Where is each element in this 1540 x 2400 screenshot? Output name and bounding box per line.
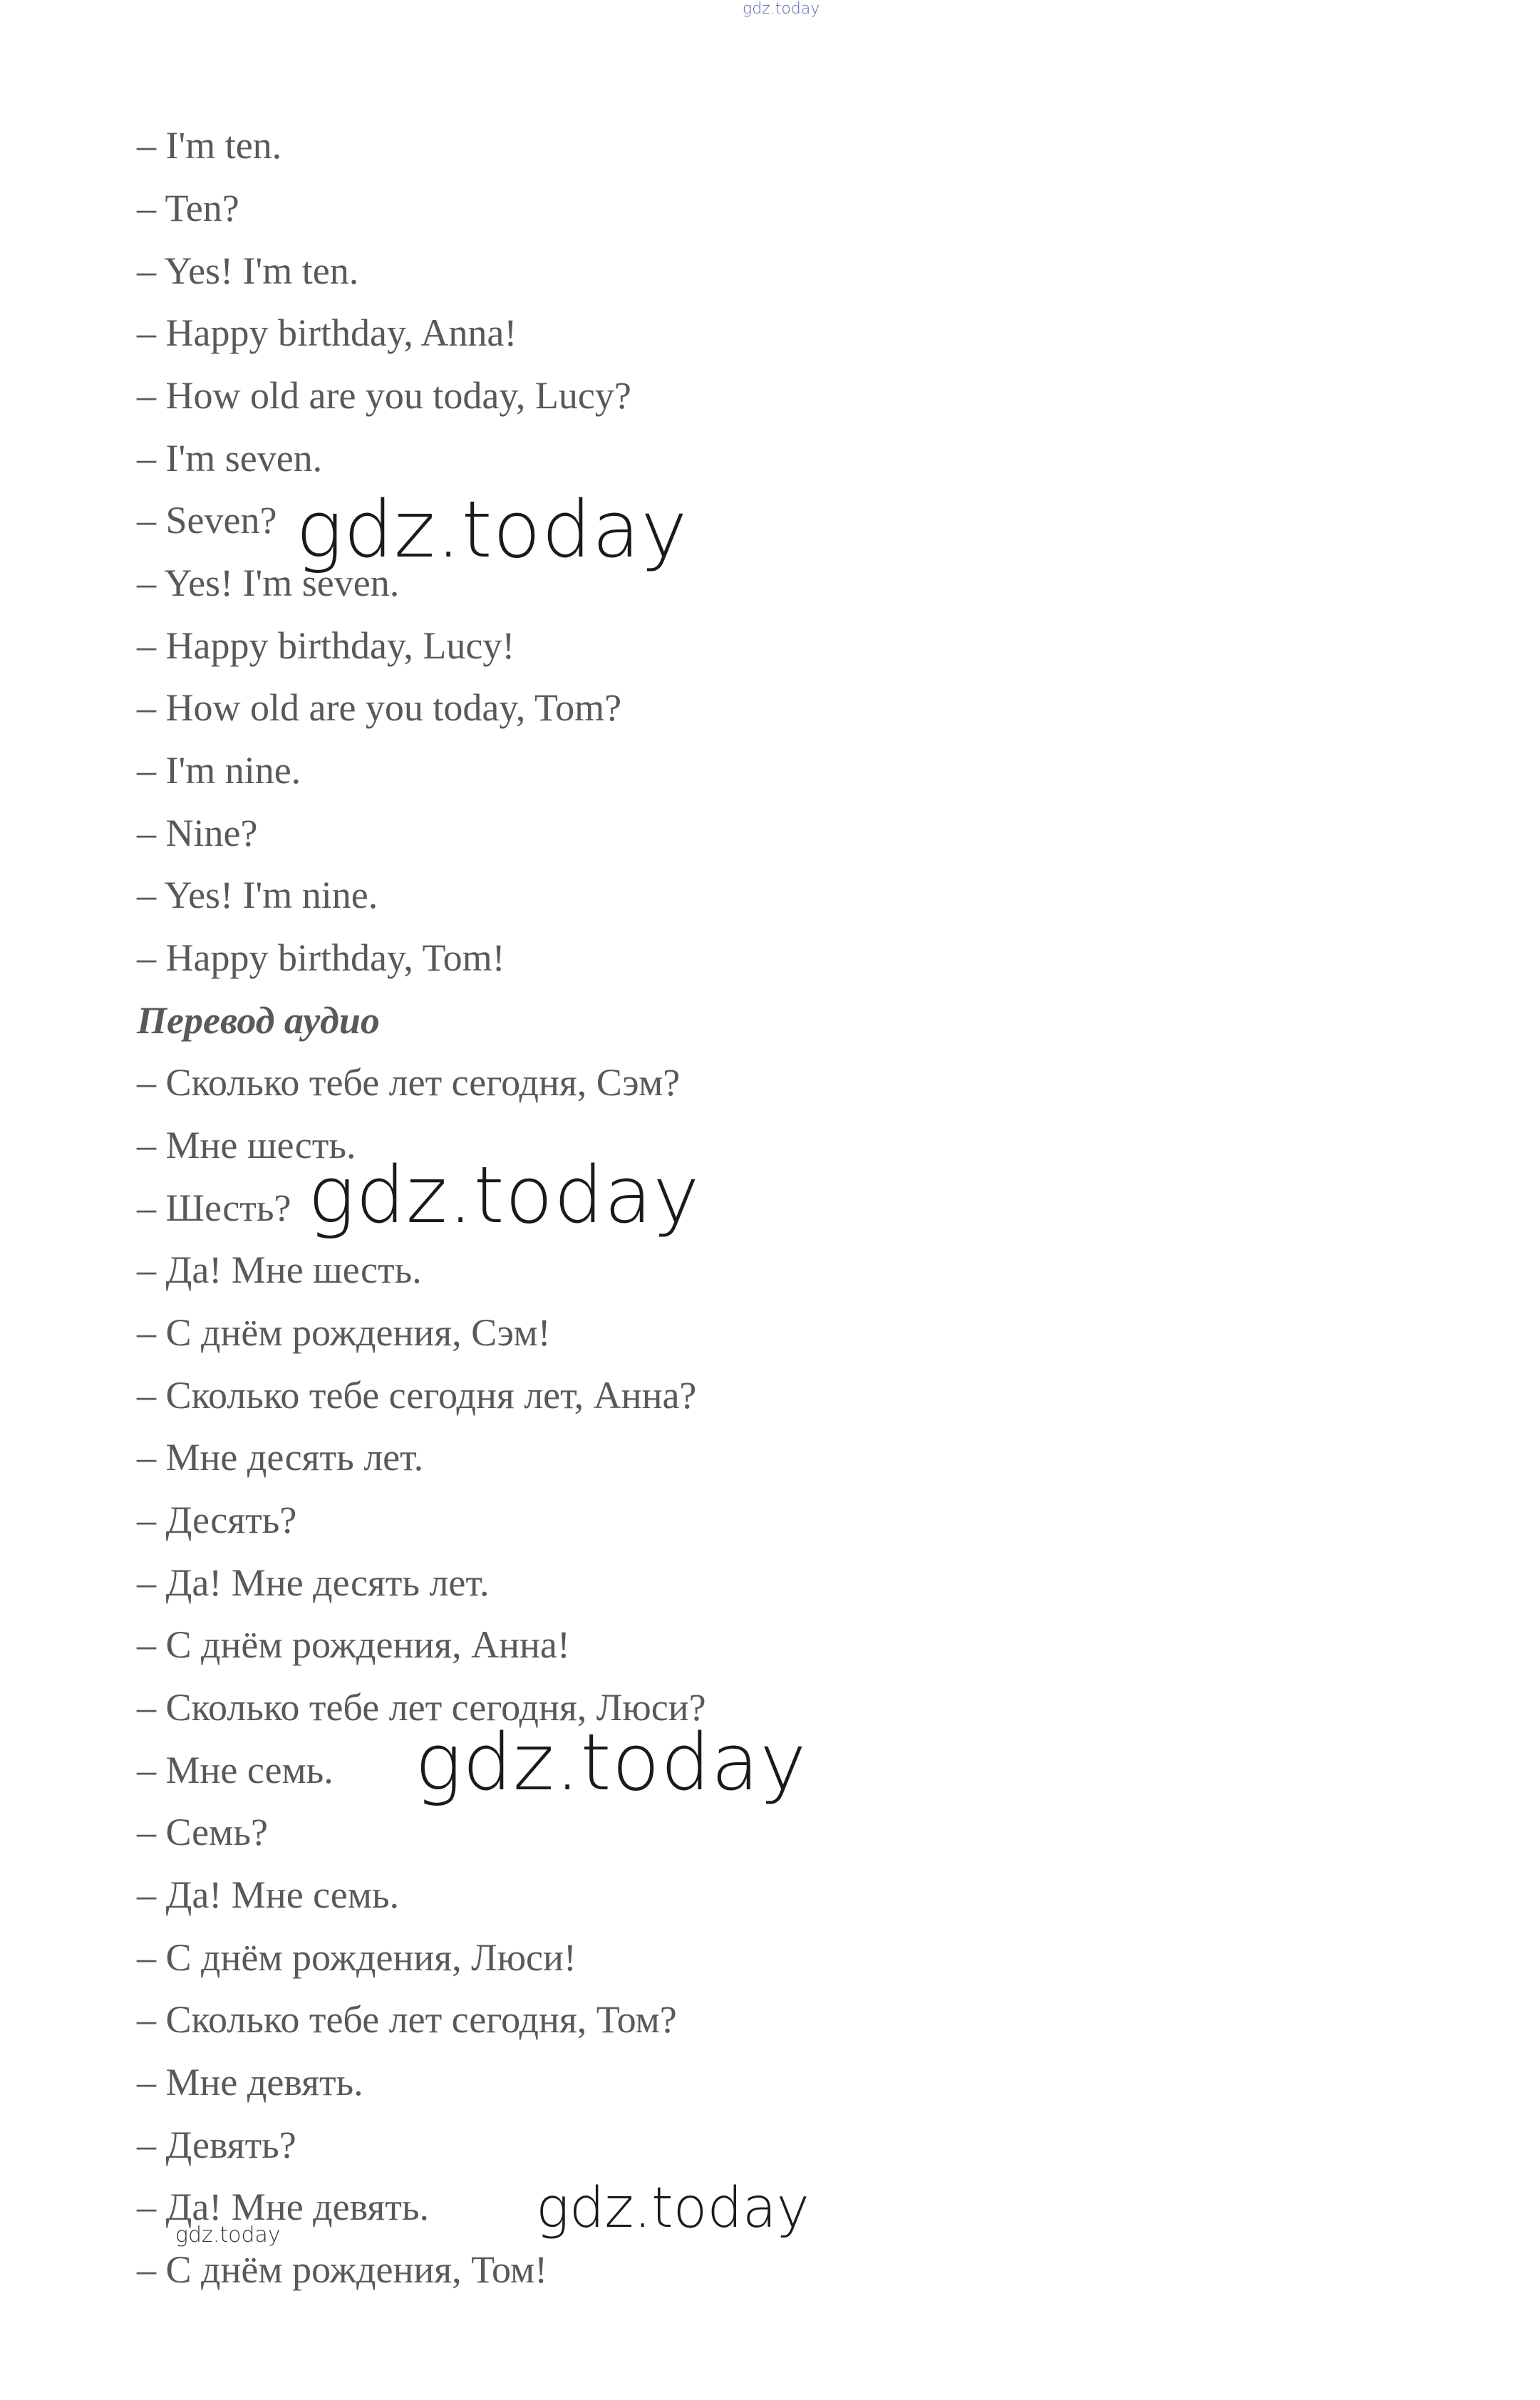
dialogue-line-en: – I'm nine. [137,749,301,792]
dialogue-line-en: – Yes! I'm ten. [137,249,359,292]
dialogue-line-ru: – Сколько тебе лет сегодня, Том? [137,1998,677,2041]
watermark: gdz.today [415,1717,807,1808]
watermark: gdz.today [308,1149,701,1241]
dialogue-line-en: – I'm ten. [137,124,282,167]
watermark: gdz.today [175,2223,281,2248]
dialogue-line-en: – Happy birthday, Lucy! [137,624,515,667]
dialogue-line-ru: – Сколько тебе сегодня лет, Анна? [137,1374,697,1417]
dialogue-line-en: – Happy birthday, Tom! [137,936,505,979]
watermark: gdz.today [296,484,688,575]
top-watermark: gdz.today [743,0,820,18]
dialogue-line-ru: – Мне семь. [137,1749,334,1791]
dialogue-line-en: – I'm seven. [137,437,323,480]
dialogue-line-ru: – Шесть? [137,1186,291,1229]
dialogue-line-ru: – Семь? [137,1811,268,1853]
dialogue-line-en: – Yes! I'm nine. [137,874,378,916]
dialogue-line-en: – How old are you today, Tom? [137,686,622,729]
dialogue-line-ru: – Да! Мне девять. [137,2186,429,2228]
dialogue-line-ru: – С днём рождения, Люси! [137,1936,577,1979]
dialogue-line-ru: – Десять? [137,1499,297,1541]
dialogue-line-ru: – Да! Мне шесть. [137,1248,422,1291]
dialogue-line-ru: – С днём рождения, Том! [137,2248,548,2291]
dialogue-line-en: – How old are you today, Lucy? [137,374,631,417]
watermark: gdz.today [536,2176,810,2240]
dialogue-line-ru: – Мне шесть. [137,1124,356,1167]
dialogue-line-en: – Nine? [137,812,258,854]
dialogue-line-en: – Seven? [137,499,277,542]
dialogue-line-ru: – Девять? [137,2124,296,2166]
dialogue-line-en: – Yes! I'm seven. [137,562,400,604]
dialogue-line-ru: – С днём рождения, Сэм! [137,1311,551,1354]
dialogue-line-ru: – Да! Мне семь. [137,1873,400,1916]
dialogue-line-ru: – С днём рождения, Анна! [137,1623,570,1666]
dialogue-line-ru: – Сколько тебе лет сегодня, Сэм? [137,1061,681,1104]
dialogue-line-en: – Ten? [137,187,239,229]
dialogue-line-ru: – Да! Мне десять лет. [137,1561,490,1604]
dialogue-line-en: – Happy birthday, Anna! [137,311,517,354]
dialogue-line-ru: – Мне девять. [137,2061,363,2104]
translation-heading: Перевод аудио [137,999,380,1042]
dialogue-line-ru: – Сколько тебе лет сегодня, Люси? [137,1686,706,1729]
dialogue-line-ru: – Мне десять лет. [137,1436,424,1479]
